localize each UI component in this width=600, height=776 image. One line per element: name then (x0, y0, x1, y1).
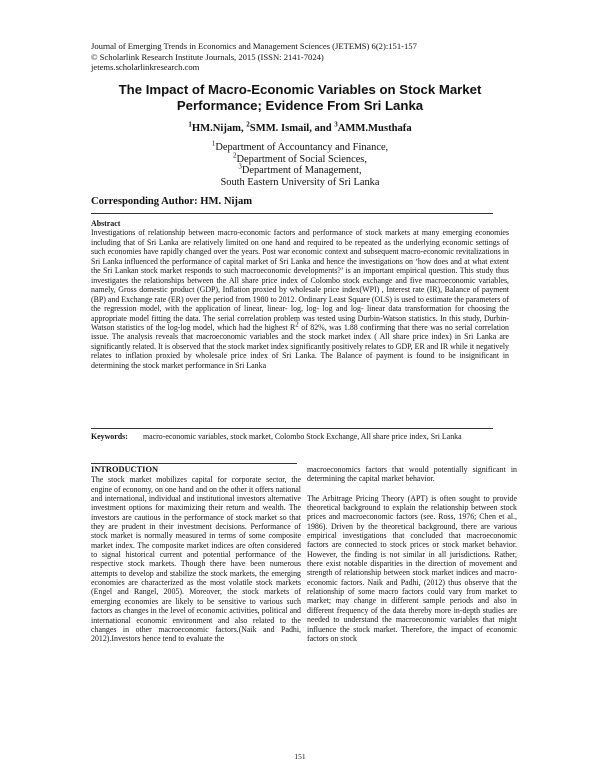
affiliation-1-text: Department of Accountancy and Finance, (215, 142, 389, 153)
affiliation-2-sup: 2 (233, 151, 237, 160)
left-column (91, 465, 301, 644)
author-1: HM.Nijam, (191, 123, 247, 134)
divider-abstract (91, 428, 493, 429)
journal-copyright: © Scholarlink Research Institute Journals, 2015 (ISSN: 2141-7024) (91, 51, 324, 62)
affiliations (100, 139, 500, 188)
author-2: SMM. Ismail, and (249, 123, 335, 134)
abstract-r-squared-sup: 2 (295, 320, 299, 329)
keywords-label: Keywords: (91, 432, 128, 441)
affiliation-1-sup: 1 (211, 139, 216, 148)
affiliation-2 (100, 151, 500, 166)
affiliation-3-text: Department of Management, (241, 165, 362, 177)
affiliation-1 (100, 139, 500, 154)
corresponding-author: Corresponding Author: HM. Nijam (91, 196, 253, 207)
section-heading-introduction: INTRODUCTION (91, 465, 159, 474)
journal-header (91, 41, 417, 73)
divider-left-column (91, 463, 297, 464)
affiliation-university: South Eastern University of Sri Lanka (220, 176, 380, 188)
page-number: 151 (294, 752, 306, 761)
paper-title: The Impact of Macro-Economic Variables on Stock Market Performance; Evidence From Sri Lanka (118, 82, 482, 113)
journal-website: jetems.scholarlinkresearch.com (91, 62, 200, 73)
author-3: AMM.Musthafa (337, 123, 412, 134)
abstract-text-2: of 82%, was 1.88 confirming that there was no serial correlation issue. The analysis reveals that macroeconomic variables and the stock market index ( All share price index) in Sri Lanka are significantly related. It is observed that the stock market index significantly positively relates to GDP, ER and IR while it negatively relates to inflation proxied by wholesale price index of Sri Lanka. The Balance of payment is found to be insignificant in determining the stock market performance in Sri Lanka (91, 322, 509, 370)
affiliation-2-text: Department of Social Sciences, (236, 153, 367, 165)
author-1-sup: 1 (188, 120, 192, 129)
author-3-sup: 3 (334, 120, 338, 129)
affiliation-3 (100, 162, 500, 177)
keywords (91, 432, 511, 442)
affiliation-3-sup: 3 (238, 162, 242, 171)
right-paragraph-2: The Arbitrage Pricing Theory (APT) is often sought to provide theoretical background to explain the relationship between stock prices and macroeconomic factors (see. Ross, 1976; Chen et al., 1986). Driven by the theoretical background, there are various empirical investigations that concluded that macroeconomic factors are connected to stock prices or stock market behavior. However, the finding is not similar in all jurisdictions. Rather, there exist notable disparities in the direction of movement and strength of relationship between stock market indices and macro-economic factors. Naik and Padhi, (2012) thus observe that the relationship of some macro factors could vary from market to market; may change in different sample periods and also in different frequency of the data thereby more in-depth studies are needed to understand the macroeconomic variables that might influence the stock market. Therefore, the impact of economic factors on stock (307, 493, 517, 643)
abstract-text-1: Investigations of relationship between macro-economic factors and performance of stock markets at many emerging economies including that of Sri Lanka are relatively limited on one hand and required to be repeated as the underlying economic settings of such economies have rapidly changed over the years. Post war economic context and subsequent macro-economic revitalizations in Sri Lanka influenced the performance of capital market of Sri Lanka and hence the investigations on ‘how does and at what extent the Sri Lankan stock market responds to such macroeconomic developments?’ is an important empirical question. This study thus investigates the relationships between the All share price index of Colombo stock exchange and five macroeconomic variables, namely, Gross domestic product (GDP), Inflation proxied by wholesale price index(WPI) , Interest rate (IR), Balance of payment (BP) and Exchange rate (ER) over the period from 1980 to 2012. Ordinary Least Square (OLS) is used to estimate the parameters of the regression model, with the application of linear, linear- log, log- log and log- linear data transformation for choosing the appropriate model fitting the data. The serial correlation problem was tested using Durbin-Watson statistics. In this study, Durbin-Watson statistics of the log-log model, which had the highest R (91, 228, 509, 332)
author-2-sup: 2 (246, 120, 250, 129)
right-paragraph-1: macroeconomics factors that would potentially significant in determining the capital market behavior. (307, 465, 517, 484)
author-list (100, 120, 500, 134)
journal-citation: Journal of Emerging Trends in Economics and Management Sciences (JETEMS) 6(2):151-157 (91, 41, 417, 51)
paragraph-gap (307, 484, 517, 494)
abstract-body (91, 228, 509, 370)
abstract-heading: Abstract (91, 219, 121, 228)
right-column (307, 465, 517, 643)
intro-paragraph-1: The stock market mobilizes capital for corporate sector, the engine of economy, on one hand and on the other it offers national and international, individual and institutional investors alternative investment options for maximizing their return and wealth. The investors are cautious in the performance of stock market so that they are prudent in their investment decisions. Performance of stock market is normally measured in terms of some composite market index. The composite market indices are often considered to signal historical current and potential performance of the respective stock markets. Though there have been numerous attempts to develop and stabilize the stock markets, the emerging economies are characterized as the most volatile stock markets (Engel and Rangel, 2005). Moreover, the stock markets of emerging economies are likely to be sensitive to various such factors as changes in the level of economic activities, political and international economic environment and also related to the changes in other macroeconomic factors.(Naik and Padhi, 2012).Investors hence tend to evaluate the (91, 475, 301, 644)
keywords-text: macro-economic variables, stock market, Colombo Stock Exchange, All share price index, Sri Lanka (143, 432, 462, 441)
abstract (91, 219, 509, 370)
divider-top (91, 213, 493, 214)
